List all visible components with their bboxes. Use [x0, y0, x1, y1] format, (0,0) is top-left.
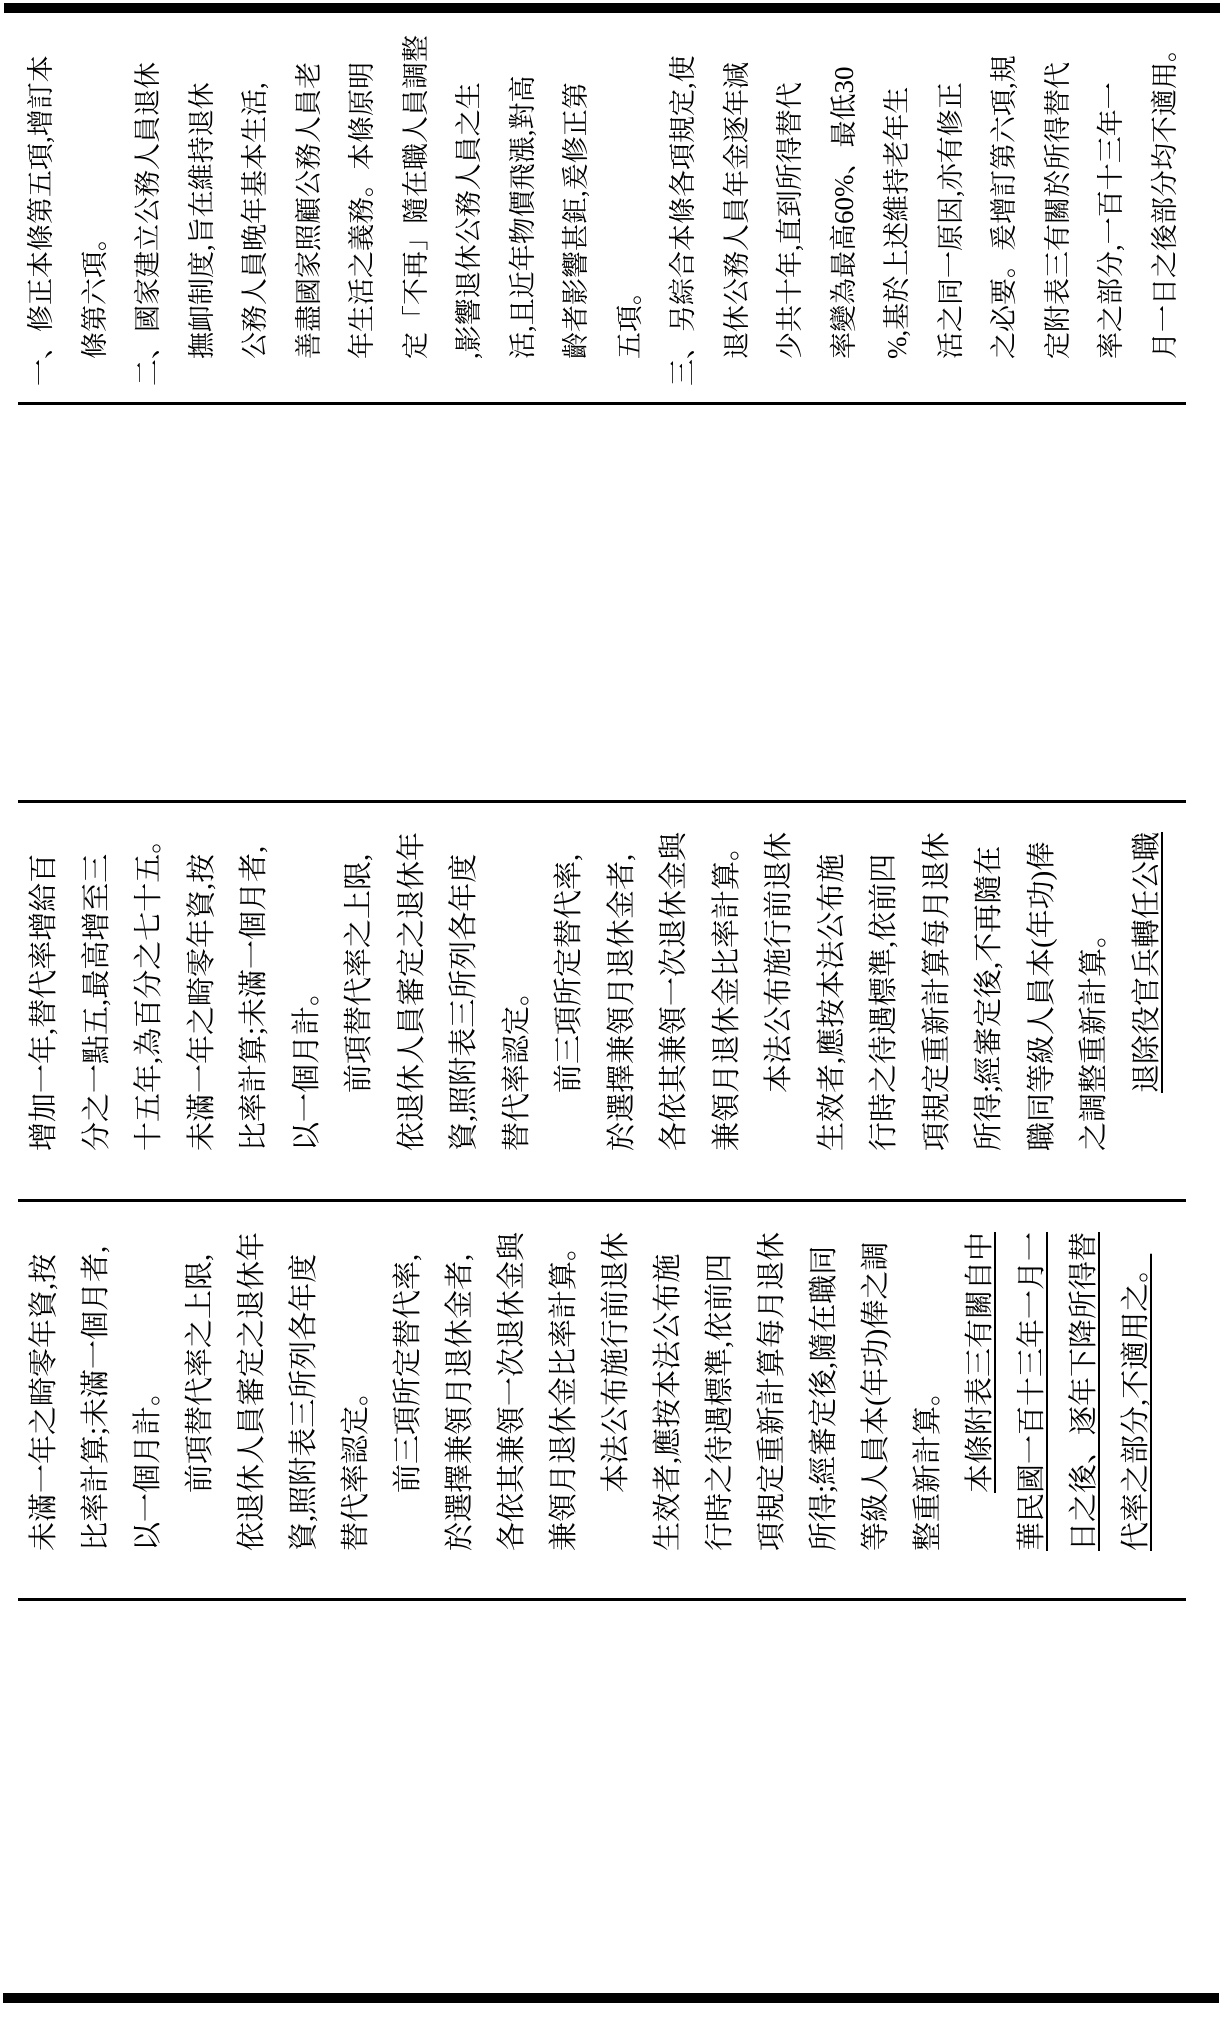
line-text: 少共十年,直到所得替代: [775, 82, 805, 359]
text-line: [336, 35, 390, 386]
line-text: 所得;經審定後,隨在職同: [808, 1245, 840, 1551]
text-line: [1110, 1232, 1162, 1551]
line-text: %,基於上述維持老年生: [882, 86, 912, 359]
text-line: [850, 1232, 902, 1551]
text-line: [1006, 1232, 1058, 1551]
text-line: [954, 1232, 1006, 1551]
underlined-amendment-text: 日之後、逐年下降所得替: [1068, 1231, 1100, 1551]
line-text: 所得;經審定後,不再隨在: [973, 845, 1005, 1151]
text-line: [694, 1232, 746, 1551]
text-line: [538, 1232, 590, 1551]
text-line: [1068, 825, 1121, 1151]
text-line: [1032, 35, 1086, 386]
text-line: [174, 1232, 226, 1551]
line-text: 替代率認定。: [500, 976, 533, 1151]
text-line: [818, 35, 872, 386]
text-line: [386, 825, 439, 1151]
line-text: 月一日之後部分均不適用。: [1149, 35, 1180, 359]
line-text: 條第六項。: [79, 224, 110, 359]
line-text: 二、國家建立公務人員退休: [133, 62, 163, 386]
table-column-border-4: [18, 1598, 1186, 1601]
text-line: [176, 35, 230, 386]
text-line: [657, 35, 711, 386]
line-text: ,影響退休公務人員之生: [454, 82, 484, 359]
line-text: 各依其兼領一次退休金與: [658, 831, 690, 1151]
text-line: [434, 1232, 486, 1551]
text-line: [648, 825, 701, 1151]
line-text: 項規定重新計算每月退休: [920, 831, 953, 1151]
text-line: [382, 1232, 434, 1551]
line-text: 行時之待遇標準,依前四: [704, 1253, 736, 1551]
line-text: 整重新計算。: [912, 1376, 944, 1551]
line-text: 本法公布施行前退休: [763, 831, 795, 1093]
text-line: [798, 1232, 850, 1551]
line-text: 兼領月退休金比率計算。: [710, 831, 743, 1151]
text-line: [390, 35, 444, 386]
text-line: [1085, 35, 1139, 386]
text-line: [278, 1232, 330, 1551]
line-text: 退休公務人員年金逐年減: [721, 62, 752, 359]
text-line: [122, 1232, 174, 1551]
line-text: 生效者,應按本法公布施: [815, 853, 848, 1151]
line-text: 分之一點五,最高增至三: [80, 853, 113, 1151]
text-line: [497, 35, 551, 386]
line-text: 未滿一年之畸零年資,按: [28, 1253, 60, 1551]
line-text: 生效者,應按本法公布施: [652, 1253, 684, 1551]
table-column-border-3: [18, 1199, 1186, 1202]
line-text: 三、另綜合本條各項規定,使: [668, 55, 698, 386]
text-line: [543, 825, 596, 1151]
text-line: [746, 1232, 798, 1551]
line-text: 率變為最高60%、最低30: [828, 66, 859, 359]
line-text: 比率計算;未滿一個月者,: [80, 1245, 112, 1551]
text-line: [604, 35, 658, 386]
text-line: [281, 825, 334, 1151]
text-line: [330, 1232, 382, 1551]
text-line: [122, 35, 176, 386]
text-line: [925, 35, 979, 386]
text-line: [753, 825, 806, 1151]
text-line: [18, 825, 71, 1151]
line-text: 前三項所定替代率,: [392, 1253, 424, 1493]
line-text: 前三項所定替代率,: [553, 853, 585, 1093]
text-line: [963, 825, 1016, 1151]
line-text: 以一個月計。: [132, 1376, 164, 1551]
text-line: [283, 35, 337, 386]
text-line: [18, 1232, 70, 1551]
line-text: 替代率認定。: [340, 1376, 372, 1551]
line-text: 年生活之義務。本條原明: [347, 62, 377, 359]
line-text: 前項替代率之上限,: [343, 853, 375, 1093]
text-line: [438, 825, 491, 1151]
line-text: 公務人員晚年基本生活,: [240, 82, 270, 359]
explanation-column: [15, 35, 1192, 386]
text-line: [596, 825, 649, 1151]
text-line: [871, 35, 925, 386]
line-text: 活之同一原因,亦有修正: [935, 82, 966, 359]
underlined-amendment-text: 本條附表三有關自中: [964, 1231, 996, 1493]
text-line: [15, 35, 69, 386]
line-text: 於選擇兼領月退休金者,: [605, 853, 638, 1151]
line-text: 兼領月退休金比率計算。: [548, 1231, 580, 1551]
text-line: [176, 825, 229, 1151]
line-text: 撫卹制度,旨在維持退休: [186, 82, 217, 359]
line-text: 增加一年,替代率增給百: [28, 853, 60, 1151]
text-line: [1139, 35, 1193, 386]
text-line: [333, 825, 386, 1151]
text-line: [1121, 825, 1174, 1151]
text-line: [229, 35, 283, 386]
text-line: [69, 35, 123, 386]
text-line: [701, 825, 754, 1151]
table-column-border-2: [18, 800, 1186, 803]
line-text: 五項。: [614, 278, 645, 359]
line-text: 率之部分,一百十三年一: [1096, 82, 1126, 359]
line-text: 十五年,為百分之七十五。: [133, 824, 165, 1151]
text-line: [1016, 825, 1069, 1151]
text-line: [70, 1232, 122, 1551]
line-text: 之必要。爰增訂第六項,規: [989, 55, 1019, 359]
amended-text-column: [18, 1232, 1162, 1551]
table-outer-border-right: [4, 3, 1220, 13]
line-text: 齡者影響甚鉅,爰修正第: [561, 82, 591, 359]
line-text: 活,且近年物價飛漲,對高: [507, 75, 538, 359]
text-line: [978, 35, 1032, 386]
line-text: 行時之待遇標準,依前四: [868, 853, 900, 1151]
line-text: 未滿一年之畸零年資,按: [185, 853, 218, 1151]
line-text: 前項替代率之上限,: [184, 1253, 216, 1493]
line-text: 定附表三有關於所得替代: [1042, 62, 1073, 359]
underlined-amendment-text: 代率之部分,不適用之。: [1120, 1253, 1152, 1551]
text-line: [642, 1232, 694, 1551]
line-text: 職同等級人員本(年功)俸: [1025, 841, 1058, 1151]
text-line: [71, 825, 124, 1151]
text-line: [123, 825, 176, 1151]
underlined-amendment-text: 華民國一百十三年一月一: [1016, 1231, 1048, 1551]
text-line: [491, 825, 544, 1151]
line-text: 以一個月計。: [290, 976, 323, 1151]
line-text: 依退休人員審定之退休年: [395, 831, 428, 1151]
line-text: 之調整重新計算。: [1078, 918, 1110, 1151]
text-line: [1058, 1232, 1110, 1551]
text-line: [486, 1232, 538, 1551]
line-text: 一、修正本條第五項,增訂本: [26, 55, 56, 386]
line-text: 於選擇兼領月退休金者,: [444, 1253, 476, 1551]
line-text: 依退休人員審定之退休年: [236, 1231, 268, 1551]
text-line: [590, 1232, 642, 1551]
line-text: 資,照附表三所列各年度: [288, 1253, 320, 1551]
text-line: [226, 1232, 278, 1551]
text-line: [806, 825, 859, 1151]
line-text: 比率計算;未滿一個月者,: [238, 845, 270, 1151]
text-line: [902, 1232, 954, 1551]
underlined-amendment-text: 退除役官兵轉任公職: [1130, 831, 1163, 1093]
line-text: 定「不再」隨在職人員調整: [400, 35, 431, 359]
text-line: [911, 825, 964, 1151]
text-line: [228, 825, 281, 1151]
current-text-column: [18, 825, 1173, 1151]
text-line: [443, 35, 497, 386]
text-line: [550, 35, 604, 386]
line-text: 項規定重新計算每月退休: [756, 1231, 788, 1551]
line-text: 資,照附表三所列各年度: [448, 853, 480, 1151]
line-text: 本法公布施行前退休: [600, 1231, 632, 1493]
line-text: 等級人員本(年功)俸之調: [860, 1241, 892, 1551]
table-column-border-1: [18, 402, 1186, 405]
line-text: 各依其兼領一次退休金與: [496, 1231, 528, 1551]
text-line: [764, 35, 818, 386]
table-outer-border-left: [3, 1993, 1219, 2003]
text-line: [711, 35, 765, 386]
text-line: [858, 825, 911, 1151]
line-text: 善盡國家照顧公務人員老: [293, 62, 324, 359]
